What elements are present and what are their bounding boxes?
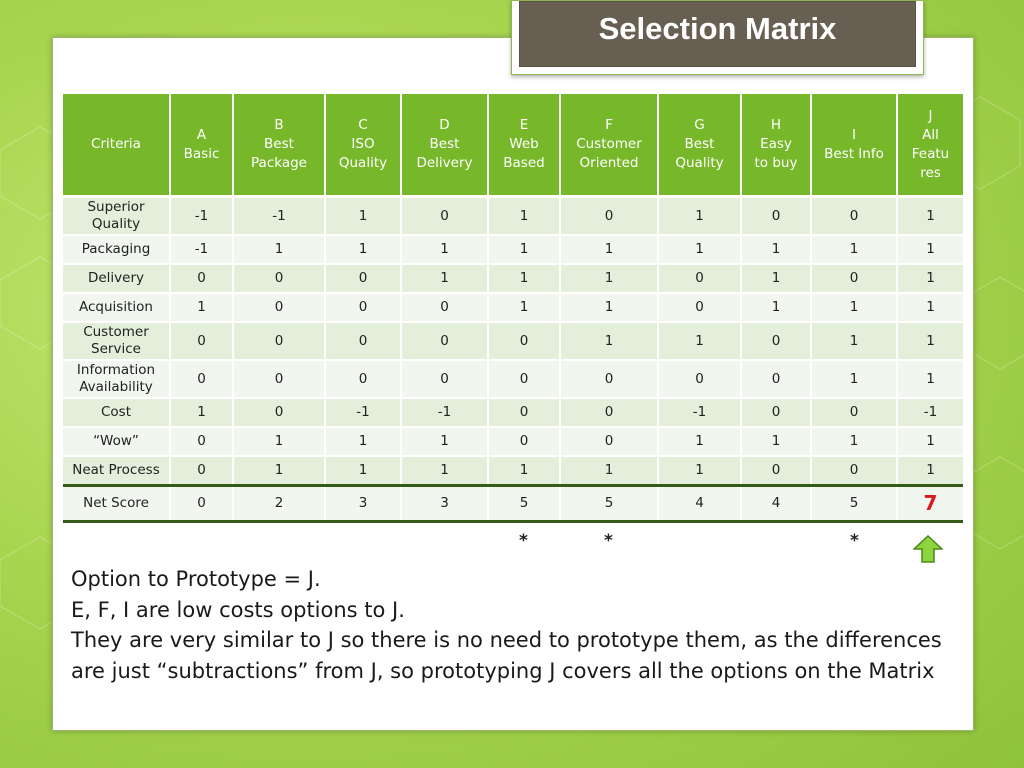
- header-label: Best Info: [824, 145, 884, 162]
- table-row: [63, 322, 963, 360]
- header-option: [897, 94, 963, 197]
- net-score-cell: 5: [560, 486, 658, 522]
- score-cell: 0: [233, 398, 325, 427]
- header-label: All: [922, 126, 939, 143]
- score-cell: 1: [897, 456, 963, 486]
- criteria-cell: [63, 322, 170, 360]
- header-label: Basic: [183, 145, 220, 162]
- conclusion-line: They are very similar to J so there is no need to prototype them, as the differences are just “subtractions” from J, so prototyping J covers all the options on the Matrix: [71, 628, 942, 683]
- criteria-label: Customer: [83, 324, 149, 340]
- score-cell: 0: [811, 398, 897, 427]
- header-label: Best: [684, 136, 715, 152]
- score-cell: 0: [325, 322, 401, 360]
- header-label: G: [694, 117, 705, 133]
- header-label: Quality: [338, 155, 388, 171]
- table-row: [63, 360, 963, 398]
- header-label: Criteria: [91, 136, 141, 152]
- score-cell: 1: [811, 293, 897, 322]
- net-score-cell: 4: [741, 486, 811, 522]
- header-label: J: [928, 107, 933, 124]
- score-cell: 1: [233, 456, 325, 486]
- score-cell: 0: [170, 360, 233, 398]
- header-label: D: [439, 117, 450, 133]
- score-cell: 0: [325, 264, 401, 293]
- score-cell: -1: [897, 398, 963, 427]
- score-cell: 0: [741, 456, 811, 486]
- criteria-cell: [63, 360, 170, 398]
- score-cell: 1: [560, 264, 658, 293]
- net-score-best: 7: [897, 486, 963, 522]
- score-cell: -1: [233, 197, 325, 236]
- title-frame: [511, 0, 924, 75]
- score-cell: 1: [401, 427, 488, 456]
- score-cell: 0: [233, 293, 325, 322]
- criteria-label: “Wow”: [93, 433, 139, 449]
- score-cell: -1: [658, 398, 741, 427]
- table-row: [63, 264, 963, 293]
- header-option: [488, 94, 560, 197]
- score-cell: 0: [488, 427, 560, 456]
- header-label: I: [852, 126, 856, 143]
- criteria-label: Availability: [79, 379, 153, 395]
- header-label: E: [519, 117, 529, 133]
- score-cell: 1: [658, 456, 741, 486]
- net-score-cell: 5: [811, 486, 897, 522]
- table-row: [63, 197, 963, 236]
- score-cell: 0: [233, 360, 325, 398]
- score-cell: 0: [170, 427, 233, 456]
- score-cell: 0: [401, 197, 488, 236]
- selection-matrix-table: [63, 94, 963, 523]
- criteria-cell: [63, 235, 170, 264]
- score-cell: 0: [658, 360, 741, 398]
- header-label: Best: [429, 136, 460, 152]
- header-option: [741, 94, 811, 197]
- score-cell: 1: [741, 293, 811, 322]
- header-label: A: [196, 126, 207, 143]
- score-cell: 1: [401, 264, 488, 293]
- criteria-label: Cost: [100, 404, 131, 420]
- score-cell: 0: [811, 264, 897, 293]
- score-cell: 0: [741, 360, 811, 398]
- slide-title: Selection Matrix: [598, 11, 837, 46]
- score-cell: 1: [488, 264, 560, 293]
- score-cell: 0: [488, 322, 560, 360]
- criteria-label: Quality: [91, 216, 141, 232]
- up-arrow-icon: [913, 535, 943, 563]
- score-cell: 1: [897, 360, 963, 398]
- score-cell: 1: [811, 322, 897, 360]
- header-label: Package: [251, 155, 307, 171]
- header-label: Easy: [760, 136, 792, 152]
- score-cell: 1: [170, 293, 233, 322]
- header-option: [401, 94, 488, 197]
- score-cell: 1: [658, 322, 741, 360]
- score-cell: 0: [741, 197, 811, 236]
- score-cell: 1: [658, 427, 741, 456]
- criteria-cell: [63, 293, 170, 322]
- score-cell: 0: [233, 264, 325, 293]
- header-option: [233, 94, 325, 197]
- criteria-label: Delivery: [87, 270, 145, 286]
- score-cell: 1: [897, 197, 963, 236]
- table-row: [63, 398, 963, 427]
- score-cell: 1: [658, 235, 741, 264]
- header-label: res: [920, 164, 941, 181]
- score-cell: 1: [233, 427, 325, 456]
- net-score-cell: 5: [488, 486, 560, 522]
- header-label: Best: [264, 136, 294, 152]
- criteria-label: Superior: [87, 199, 145, 215]
- conclusion-text: [71, 564, 966, 686]
- score-cell: 0: [325, 360, 401, 398]
- score-cell: -1: [401, 398, 488, 427]
- net-score-label: Net Score: [63, 486, 170, 522]
- score-cell: 0: [658, 264, 741, 293]
- score-cell: 1: [658, 197, 741, 236]
- header-label: ISO: [351, 136, 375, 152]
- score-cell: 0: [325, 293, 401, 322]
- header-label: to buy: [754, 155, 798, 171]
- score-cell: 1: [811, 360, 897, 398]
- header-label: F: [605, 117, 613, 133]
- score-cell: 0: [811, 197, 897, 236]
- header-label: Oriented: [579, 155, 639, 171]
- score-cell: 0: [170, 322, 233, 360]
- net-score-row: [63, 486, 963, 522]
- score-cell: 0: [401, 322, 488, 360]
- score-cell: 0: [560, 360, 658, 398]
- conclusion-line: Option to Prototype = J.: [71, 567, 321, 591]
- score-cell: 1: [741, 427, 811, 456]
- criteria-cell: [63, 264, 170, 293]
- score-cell: 1: [560, 456, 658, 486]
- score-cell: 1: [811, 235, 897, 264]
- score-cell: -1: [325, 398, 401, 427]
- header-label: Quality: [675, 155, 724, 171]
- score-cell: 1: [560, 235, 658, 264]
- score-cell: 1: [897, 322, 963, 360]
- table-row: [63, 235, 963, 264]
- score-cell: 0: [658, 293, 741, 322]
- score-cell: 0: [401, 360, 488, 398]
- low-cost-marker-f: *: [604, 531, 613, 551]
- score-cell: 1: [741, 264, 811, 293]
- score-cell: 1: [233, 235, 325, 264]
- score-cell: 0: [560, 427, 658, 456]
- score-cell: 0: [811, 456, 897, 486]
- score-cell: 1: [488, 197, 560, 236]
- header-option: [560, 94, 658, 197]
- header-label: Based: [503, 155, 545, 171]
- score-cell: 1: [811, 427, 897, 456]
- score-cell: 1: [325, 197, 401, 236]
- low-cost-marker-e: *: [519, 531, 528, 551]
- net-score-cell: 4: [658, 486, 741, 522]
- criteria-label: Neat Process: [72, 462, 160, 478]
- table-row: [63, 427, 963, 456]
- score-cell: 1: [560, 322, 658, 360]
- score-cell: 1: [488, 235, 560, 264]
- score-cell: 0: [170, 264, 233, 293]
- criteria-cell: [63, 398, 170, 427]
- net-score-cell: 2: [233, 486, 325, 522]
- criteria-label: Packaging: [81, 241, 151, 257]
- criteria-cell: [63, 427, 170, 456]
- criteria-label: Service: [91, 341, 141, 357]
- net-score-cell: 0: [170, 486, 233, 522]
- header-criteria: [63, 94, 170, 197]
- score-cell: 0: [170, 456, 233, 486]
- score-cell: 1: [488, 456, 560, 486]
- criteria-label: Acquisition: [79, 299, 153, 315]
- score-cell: 1: [897, 427, 963, 456]
- score-cell: 0: [560, 197, 658, 236]
- header-option: [811, 94, 897, 197]
- header-label: Delivery: [416, 155, 473, 171]
- score-cell: 1: [170, 398, 233, 427]
- score-cell: 0: [741, 398, 811, 427]
- net-score-cell: 3: [325, 486, 401, 522]
- score-cell: -1: [170, 197, 233, 236]
- header-option: [325, 94, 401, 197]
- net-score-cell: 3: [401, 486, 488, 522]
- criteria-cell: [63, 456, 170, 486]
- header-label: B: [274, 117, 284, 133]
- score-cell: -1: [170, 235, 233, 264]
- score-cell: 0: [560, 398, 658, 427]
- score-cell: 0: [401, 293, 488, 322]
- conclusion-line: E, F, I are low costs options to J.: [71, 597, 405, 622]
- score-cell: 1: [897, 293, 963, 322]
- score-cell: 1: [560, 293, 658, 322]
- header-label: H: [770, 117, 782, 133]
- criteria-label: Information: [76, 362, 156, 378]
- header-option: [170, 94, 233, 197]
- score-cell: 1: [897, 235, 963, 264]
- score-cell: 0: [488, 398, 560, 427]
- header-row: [63, 94, 963, 197]
- score-cell: 1: [401, 235, 488, 264]
- low-cost-marker-i: *: [850, 531, 859, 551]
- table-row: [63, 456, 963, 486]
- score-cell: 1: [897, 264, 963, 293]
- score-cell: 1: [325, 235, 401, 264]
- header-option: [658, 94, 741, 197]
- header-label: Featu: [911, 145, 950, 162]
- score-cell: 1: [325, 456, 401, 486]
- header-label: Customer: [576, 136, 642, 152]
- score-cell: 1: [488, 293, 560, 322]
- score-cell: 1: [325, 427, 401, 456]
- score-cell: 1: [401, 456, 488, 486]
- criteria-cell: [63, 197, 170, 236]
- score-cell: 0: [741, 322, 811, 360]
- score-cell: 1: [741, 235, 811, 264]
- title-box: [519, 1, 916, 67]
- table-row: [63, 293, 963, 322]
- score-cell: 0: [233, 322, 325, 360]
- header-label: C: [358, 117, 368, 133]
- score-cell: 0: [488, 360, 560, 398]
- header-label: Web: [509, 136, 539, 152]
